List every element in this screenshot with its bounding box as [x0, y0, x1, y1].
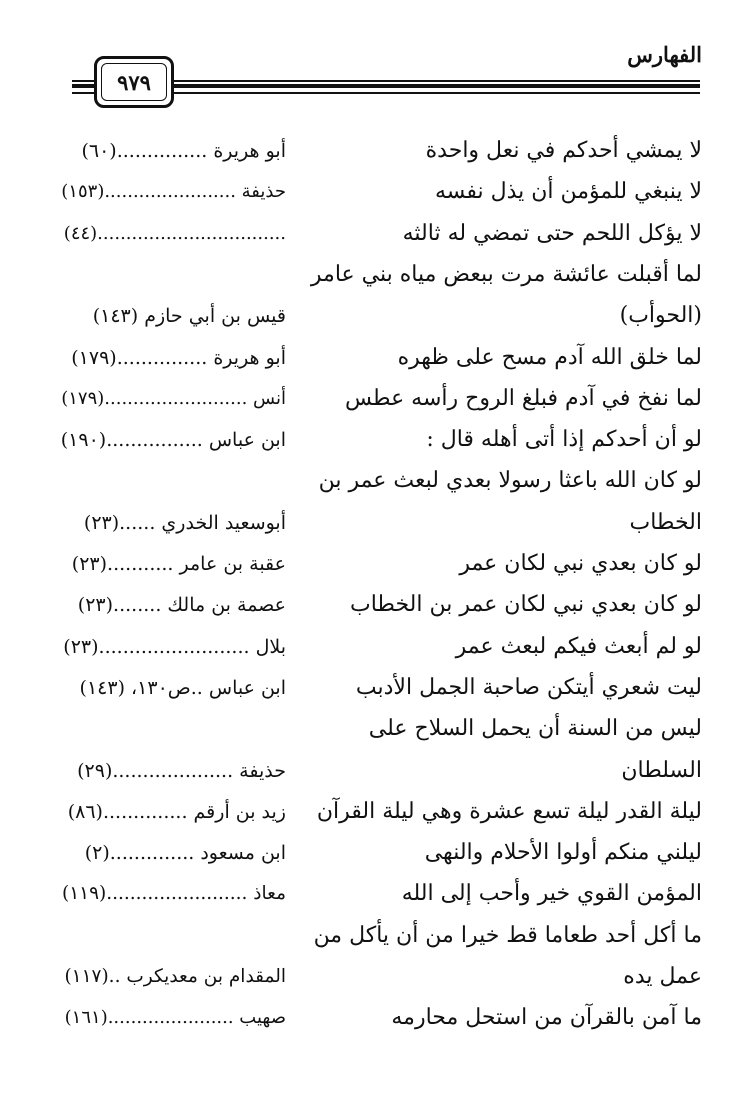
hadith-text: لا يمشي أحدكم في نعل واحدة	[425, 138, 702, 163]
index-row	[0, 295, 746, 337]
narrator-reference: صهيب ......................(١٦١)	[64, 1007, 286, 1029]
hadith-text: ليلة القدر ليلة تسع عشرة وهي ليلة القرآن	[316, 798, 702, 824]
hadith-text: لا ينبغي للمؤمن أن يذل نفسه	[434, 179, 702, 205]
page-number: ٩٧٩	[101, 63, 167, 101]
narrator-reference: أبو هريرة ...............(٦٠)	[81, 140, 286, 162]
hadith-text: ليس من السنة أن يحمل السلاح على	[368, 716, 702, 742]
narrator-reference: المقدام بن معديكرب ..(١١٧)	[64, 966, 286, 987]
narrator-reference: حذيفة .......................(١٥٣)	[61, 181, 286, 203]
narrator-reference: ابن عباس ..ص١٣٠، (١٤٣)	[79, 676, 286, 699]
narrator-reference: زيد بن أرقم ..............(٨٦)	[67, 800, 286, 823]
narrator-reference: معاذ ........................(١١٩)	[62, 883, 286, 905]
hadith-text: لو كان بعدي نبي لكان عمر بن الخطاب	[350, 592, 702, 618]
index-row	[0, 171, 746, 213]
narrator-reference: حذيفة ....................(٢٩)	[77, 759, 286, 782]
hadith-text: ما أكل أحد طعاما قط خيرا من أن يأكل من	[313, 922, 702, 948]
narrator-reference: أبوسعيد الخدري ......(٢٣)	[83, 511, 286, 534]
index-row	[0, 543, 746, 585]
index-row	[0, 832, 746, 874]
index-row	[0, 750, 746, 792]
index-row	[0, 130, 746, 172]
index-row	[0, 667, 746, 709]
hadith-text: عمل يده	[623, 964, 702, 989]
hadith-text: الخطاب	[629, 509, 702, 535]
index-row	[0, 956, 746, 998]
index-row	[0, 626, 746, 668]
hadith-text: لو أن أحدكم إذا أتى أهله قال :	[426, 427, 702, 453]
narrator-reference: بلال .........................(٢٣)	[63, 635, 286, 658]
index-row	[0, 873, 746, 915]
index-row	[0, 584, 746, 626]
narrator-reference: عصمة بن مالك ........(٢٣)	[77, 594, 286, 617]
index-row	[0, 419, 746, 461]
hadith-text: المؤمن القوي خير وأحب إلى الله	[401, 881, 702, 907]
index-row	[0, 254, 746, 296]
index-row	[0, 997, 746, 1039]
hadith-text: ليلني منكم أولوا الأحلام والنهى	[424, 840, 702, 866]
index-row	[0, 502, 746, 544]
hadith-text: السلطان	[621, 757, 702, 783]
index-row	[0, 378, 746, 420]
index-row	[0, 791, 746, 833]
narrator-reference: .................................(٤٤)	[63, 222, 286, 244]
hadith-text: ليت شعري أيتكن صاحبة الجمل الأدبب	[355, 674, 702, 700]
hadith-text: لا يؤكل اللحم حتى تمضي له ثالثه	[402, 220, 702, 246]
hadith-text: لو كان بعدي نبي لكان عمر	[459, 551, 702, 576]
narrator-reference: أبو هريرة ...............(١٧٩)	[71, 346, 286, 369]
index-row	[0, 460, 746, 502]
hadith-text: لما نفخ في آدم فبلغ الروح رأسه عطس	[344, 385, 702, 411]
narrator-reference: ابن عباس ................(١٩٠)	[60, 429, 286, 452]
index-row	[0, 213, 746, 255]
hadith-text: لو لم أبعث فيكم لبعث عمر	[455, 633, 702, 659]
hadith-text: (الحوأب)	[619, 303, 702, 329]
hadith-text: لو كان الله باعثا رسولا بعدي لبعث عمر بن	[318, 468, 702, 494]
narrator-reference: عقبة بن عامر ...........(٢٣)	[71, 553, 286, 575]
page-header-title: الفهارس	[627, 42, 702, 67]
hadith-text: لما خلق الله آدم مسح على ظهره	[397, 344, 702, 370]
narrator-reference: قيس بن أبي حازم (١٤٣)	[92, 305, 286, 328]
hadith-text: لما أقبلت عائشة مرت ببعض مياه بني عامر	[310, 261, 702, 287]
hadith-text: ما آمن بالقرآن من استحل محارمه	[391, 1005, 702, 1031]
narrator-reference: ابن مسعود ..............(٢)	[84, 842, 286, 865]
index-row	[0, 337, 746, 379]
narrator-reference: أنس .........................(١٧٩)	[61, 387, 286, 409]
index-row	[0, 915, 746, 957]
index-row	[0, 708, 746, 750]
